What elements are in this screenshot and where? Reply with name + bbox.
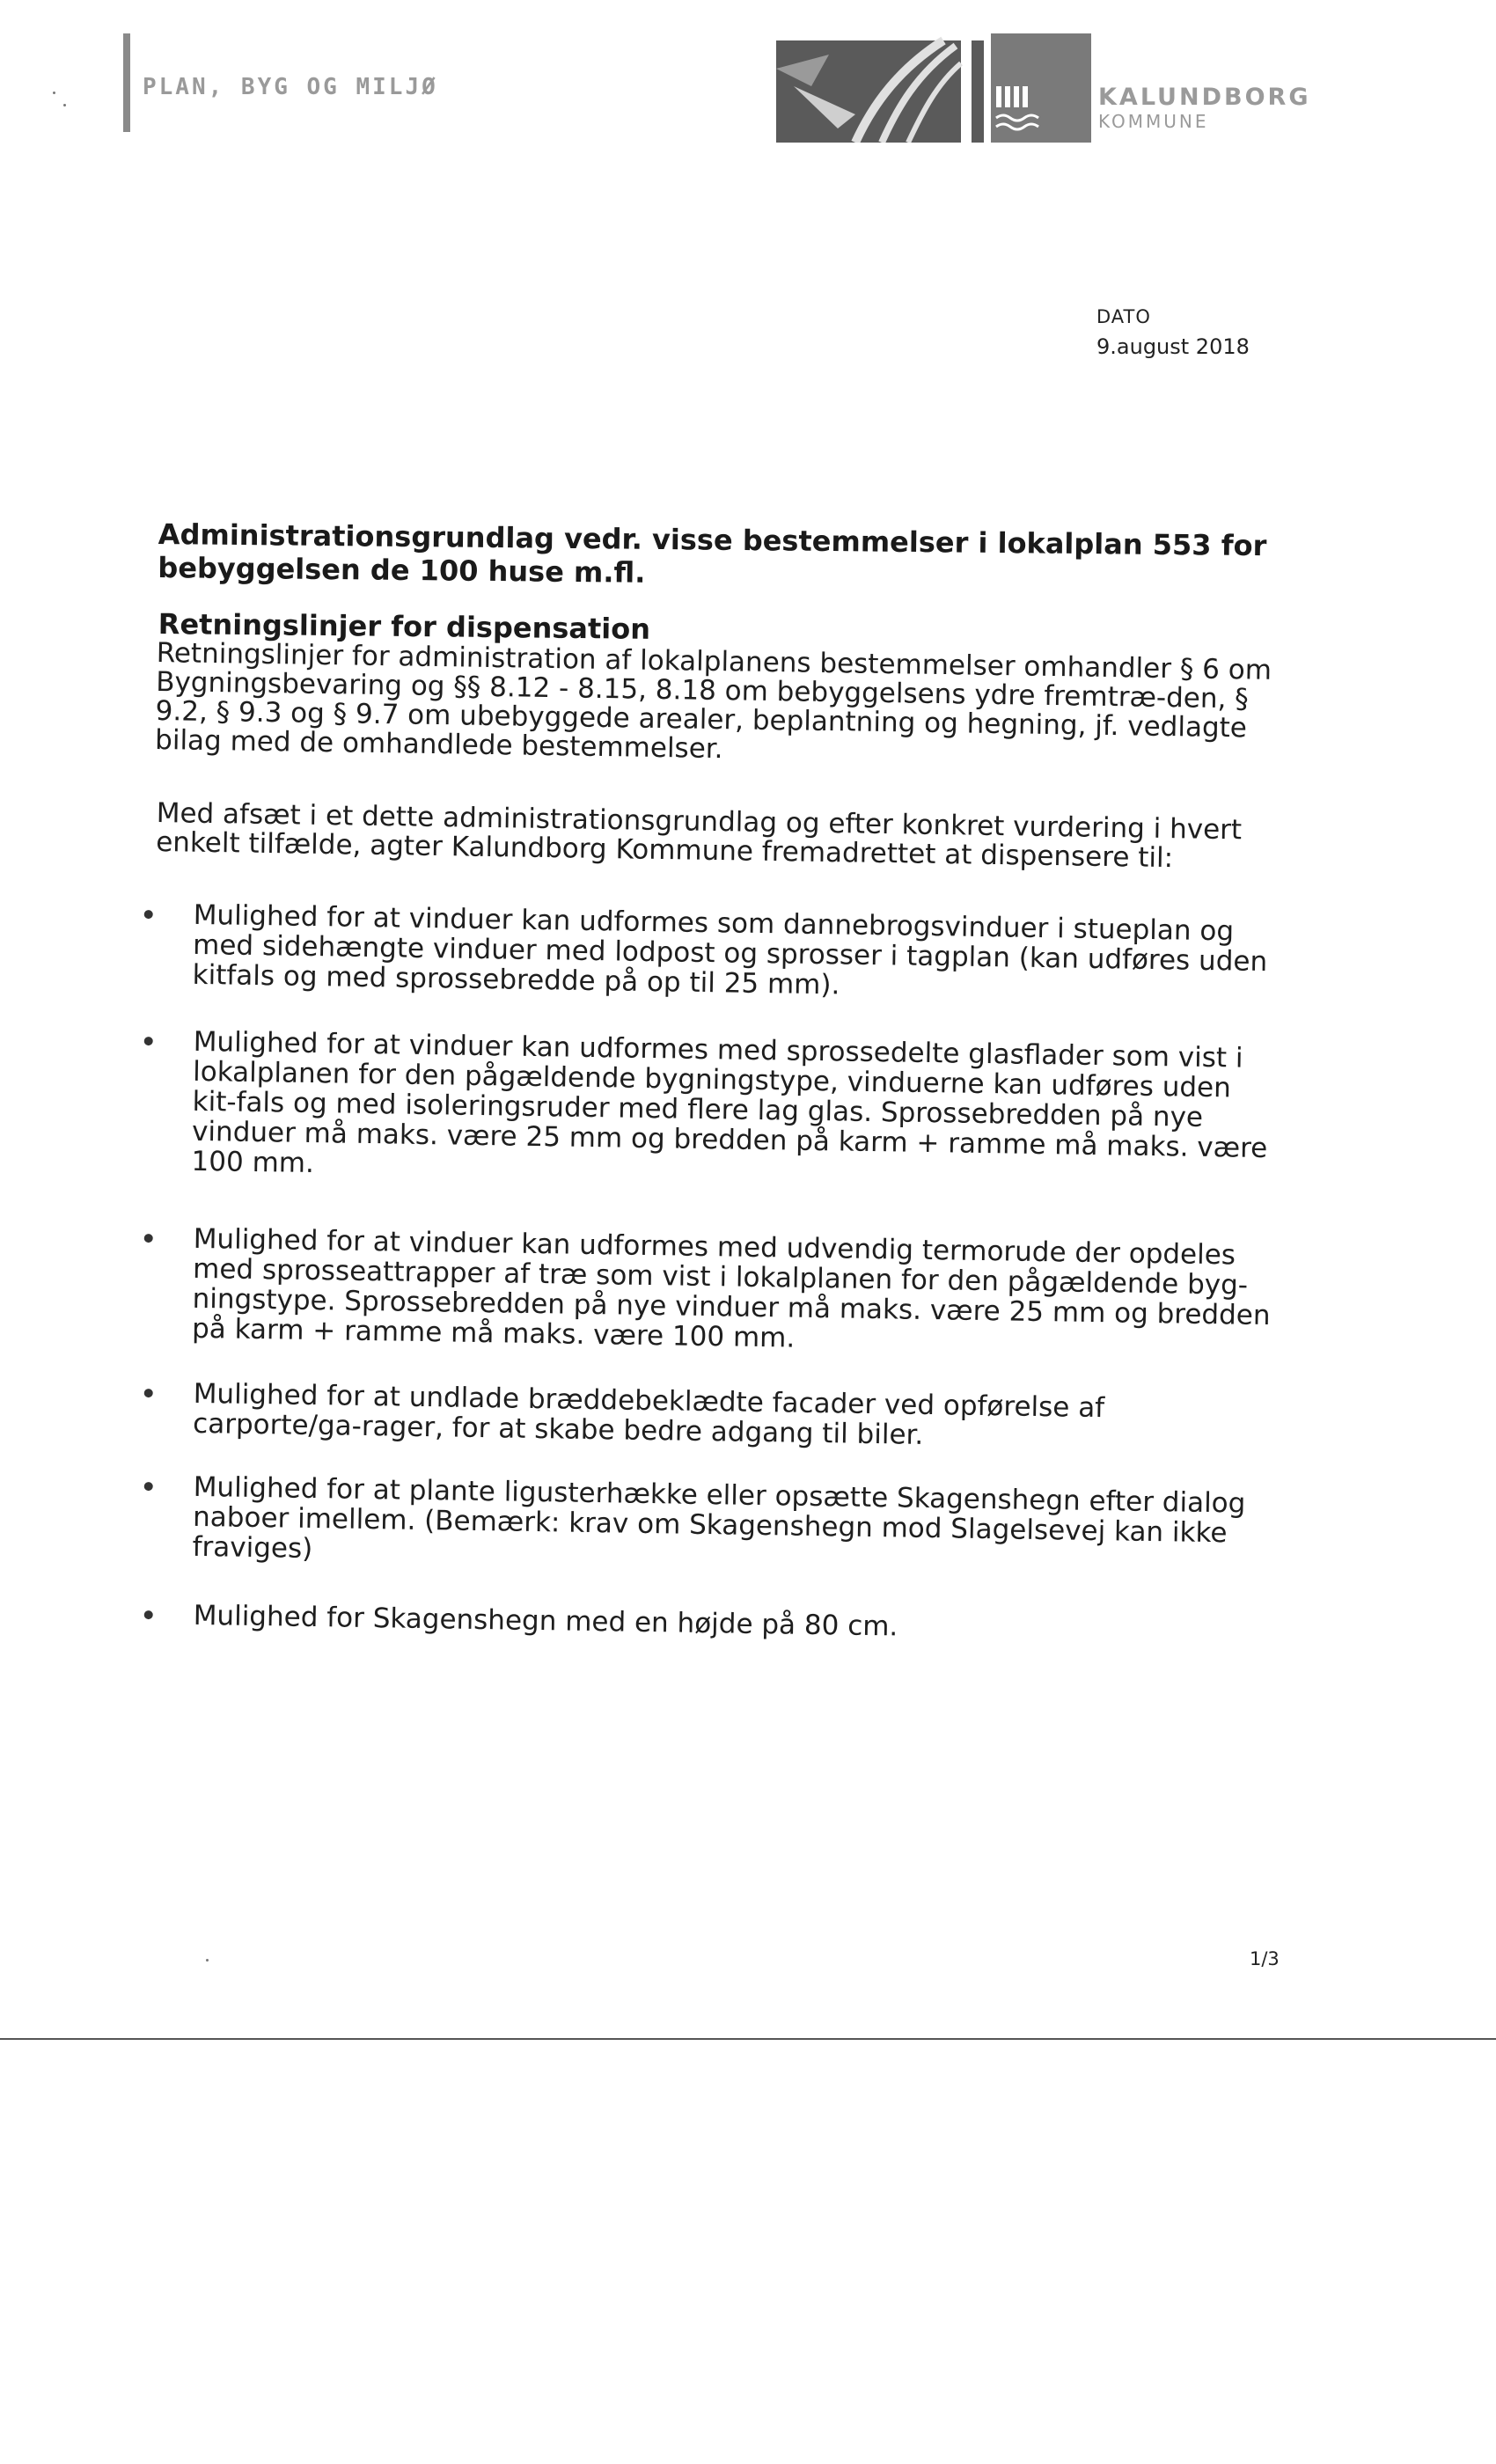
bullet-icon [144, 910, 153, 919]
list-item [144, 898, 1280, 1001]
logo-wordmark [1098, 84, 1310, 132]
header-accent-bar [123, 33, 130, 132]
document-title: Administrationsgrundlag vedr. visse bestemmelser i lokalplan 553 for bebyggelsen de 100 huse m.fl. [158, 517, 1267, 590]
list-item [144, 1470, 1280, 1566]
paragraph-intro: Med afsæt i et dette administrationsgrundlag og efter konkret vurdering i hvert enkelt tilfælde, agter Kalundborg Kommune fremadrettet at dispensere til: [155, 797, 1243, 875]
scan-speck [53, 92, 55, 94]
list-item [144, 1599, 1280, 1643]
list-item-text: Mulighed for at vinduer kan udformes med udvendig termorude der opdeles med sprosseattrapper af træ som vist i lokalplanen for den pågældende byg-ningstype. Sprossebredden på nye vinduer må maks. være 25 mm og bredden på karm + ramme må maks. være 100 mm. [191, 1222, 1271, 1354]
logo-subtitle: KOMMUNE [1098, 111, 1209, 132]
section-heading: Retningslinjer for dispensation [158, 607, 651, 646]
list-item-text: Mulighed for at vinduer kan udformes med sprossedelte glasflader som vist i lokalplanen for den pågældende bygningstype, vinduerne kan udføres uden kit-fals og med isoleringsruder med flere lag glas. Sprossebredden på nye vinduer må maks. være 25 mm og bredden på karm + ramme må maks. være 100 mm. [191, 1025, 1268, 1180]
logo-name: KALUNDBORG [1098, 84, 1311, 111]
list-item-text: Mulighed for at vinduer kan udformes som dannebrogsvinduer i stueplan og med sidehængte vinduer med lodpost og sprosser i tagplan (kan udføres uden kitfals og med sprossebredde på op til 25 mm). [192, 898, 1268, 1001]
scan-edge-line [0, 2038, 1496, 2040]
list-item [144, 1377, 1280, 1451]
list-item [144, 1025, 1280, 1180]
bullet-icon [144, 1610, 153, 1619]
scan-speck [63, 104, 66, 106]
paragraph-guidelines: Retningslinjer for administration af lokalplanens bestemmelser omhandler § 6 om Bygningsbevaring og §§ 8.12 - 8.15, 8.18 om bebyggelsens ydre fremtræ-den, § 9.2, § 9.3 og § 9.7 om ubebyggede arealer, beplantning og hegning, jf. vedlagte bilag med de omhandlede bestemmelser. [154, 637, 1272, 766]
list-item-text: Mulighed for at undlade bræddebeklædte facader ved opførelse af carporte/ga-rager, for at skabe bedre adgang til biler. [192, 1377, 1105, 1451]
list-item [144, 1222, 1280, 1354]
bullet-icon [144, 1389, 153, 1397]
bullet-icon [144, 1234, 153, 1243]
list-item-text: Mulighed for at plante ligusterhække eller opsætte Skagenshegn efter dialog naboer imellem. (Bemærk: krav om Skagenshegn mod Slagelsevej kan ikke fraviges) [192, 1470, 1246, 1566]
scan-speck [206, 1959, 209, 1962]
page-number: 1/3 [1250, 1948, 1280, 1969]
list-item-text: Mulighed for Skagenshegn med en højde på 80 cm. [193, 1599, 898, 1643]
date-label: DATO [1096, 306, 1151, 327]
date-value: 9.august 2018 [1096, 334, 1250, 359]
department-name: PLAN, BYG OG MILJØ [143, 74, 438, 100]
bullet-icon [144, 1037, 153, 1045]
bullet-icon [144, 1482, 153, 1491]
kalundborg-logo-icon [776, 33, 1091, 143]
